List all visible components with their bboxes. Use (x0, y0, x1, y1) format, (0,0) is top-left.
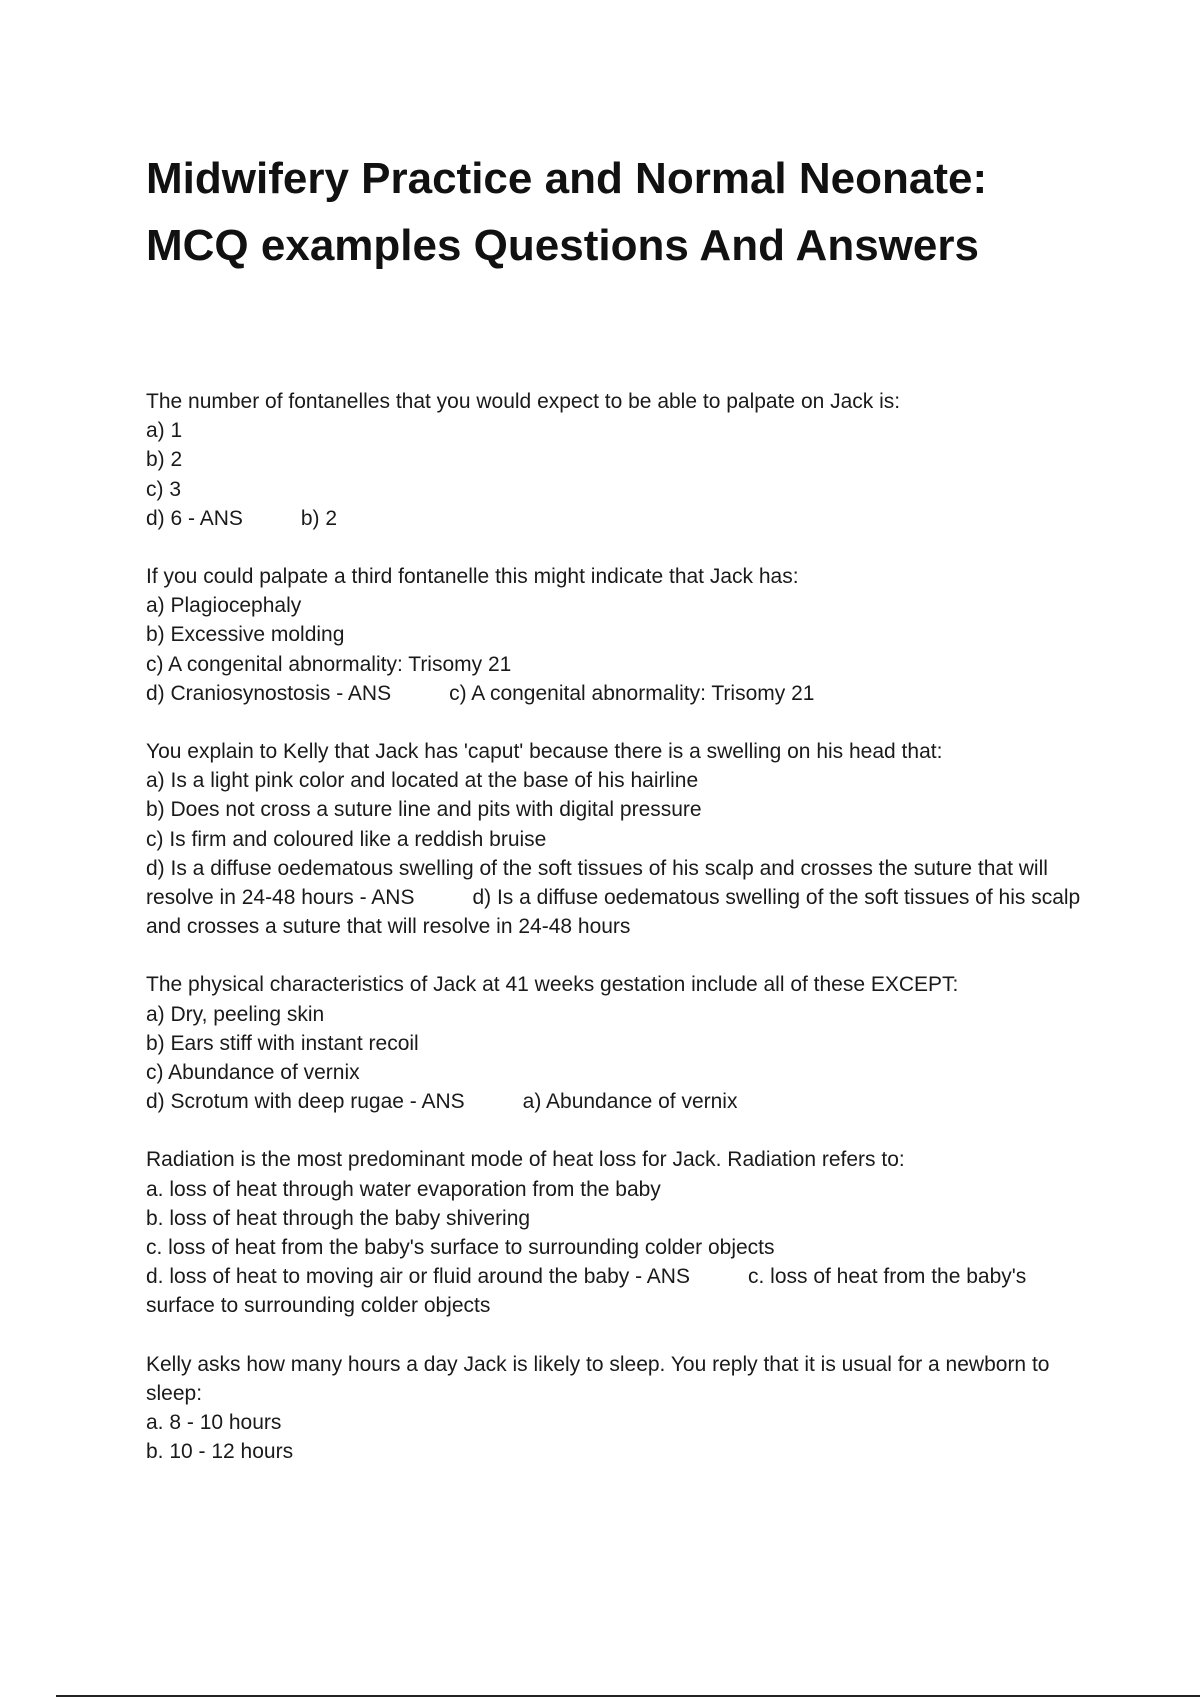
option-d-with-answer (146, 1087, 1086, 1116)
option-b: b) 2 (146, 448, 183, 472)
option-a: a) Is a light pink color and located at the base of his hairline (146, 769, 699, 793)
option-d-with-answer (146, 1262, 1086, 1320)
question-5 (146, 1145, 1086, 1320)
question-stem: The number of fontanelles that you would expect to be able to palpate on Jack is: (146, 390, 901, 413)
option-d: d. loss of heat to moving air or fluid around the baby - ANS (146, 1265, 690, 1289)
document-title (146, 145, 1086, 279)
title-line-1: Midwifery Practice and Normal Neonate: (146, 154, 988, 203)
option-b: b) Does not cross a suture line and pits with digital pressure (146, 798, 702, 822)
option-d: d) Scrotum with deep rugae - ANS (146, 1090, 465, 1114)
question-stem: The physical characteristics of Jack at 41 weeks gestation include all of these EXCEPT: (146, 973, 959, 997)
answer-text: a) Abundance of vernix (522, 1090, 738, 1114)
option-a: a) Dry, peeling skin (146, 1002, 325, 1026)
option-c: c) A congenital abnormality: Trisomy 21 (146, 652, 512, 676)
option-d-with-answer (146, 679, 1086, 708)
option-c: c) Abundance of vernix (146, 1061, 360, 1085)
document-page (146, 145, 1086, 1496)
option-d: d) 6 - ANS (146, 506, 243, 530)
option-a: a) Plagiocephaly (146, 594, 302, 618)
option-a: a) 1 (146, 419, 183, 443)
option-c: c) Is firm and coloured like a reddish bruise (146, 827, 547, 851)
title-line-2: MCQ examples Questions And Answers (146, 221, 979, 270)
question-6 (146, 1350, 1086, 1467)
footer-divider (56, 1695, 1200, 1697)
question-stem: You explain to Kelly that Jack has 'caput' because there is a swelling on his head that: (146, 740, 943, 764)
option-b: b. 10 - 12 hours (146, 1440, 294, 1464)
question-1 (146, 387, 1086, 533)
option-b: b. loss of heat through the baby shivering (146, 1206, 531, 1230)
question-stem: Radiation is the most predominant mode of heat loss for Jack. Radiation refers to: (146, 1148, 905, 1172)
question-list (146, 387, 1086, 1467)
option-b: b) Ears stiff with instant recoil (146, 1031, 419, 1055)
option-d-with-answer (146, 854, 1086, 942)
question-2 (146, 562, 1086, 708)
answer-text: b) 2 (300, 506, 338, 530)
question-stem: Kelly asks how many hours a day Jack is likely to sleep. You reply that it is usual for a newborn to sleep: (146, 1352, 1056, 1405)
option-a: a. 8 - 10 hours (146, 1411, 282, 1435)
option-c: c) 3 (146, 477, 182, 501)
option-d-with-answer (146, 504, 1086, 533)
answer-text: d) Is a diffuse oedematous swelling of the soft tissues of his scalp and crosses a suture that will resolve in 24-48 hours (146, 886, 1087, 939)
answer-text: c. loss of heat from the baby's surface to surrounding colder objects (146, 1265, 1033, 1318)
option-b: b) Excessive molding (146, 623, 345, 647)
option-d: d) Is a diffuse oedematous swelling of the soft tissues of his scalp and crosses the suture that will resolve in 24-48 hours - ANS (146, 856, 1054, 910)
option-a: a. loss of heat through water evaporation from the baby (146, 1177, 661, 1201)
question-3 (146, 737, 1086, 941)
option-d: d) Craniosynostosis - ANS (146, 681, 392, 705)
answer-text: c) A congenital abnormality: Trisomy 21 (449, 681, 815, 705)
question-stem: If you could palpate a third fontanelle this might indicate that Jack has: (146, 565, 799, 589)
option-c: c. loss of heat from the baby's surface to surrounding colder objects (146, 1236, 775, 1260)
question-4 (146, 970, 1086, 1116)
